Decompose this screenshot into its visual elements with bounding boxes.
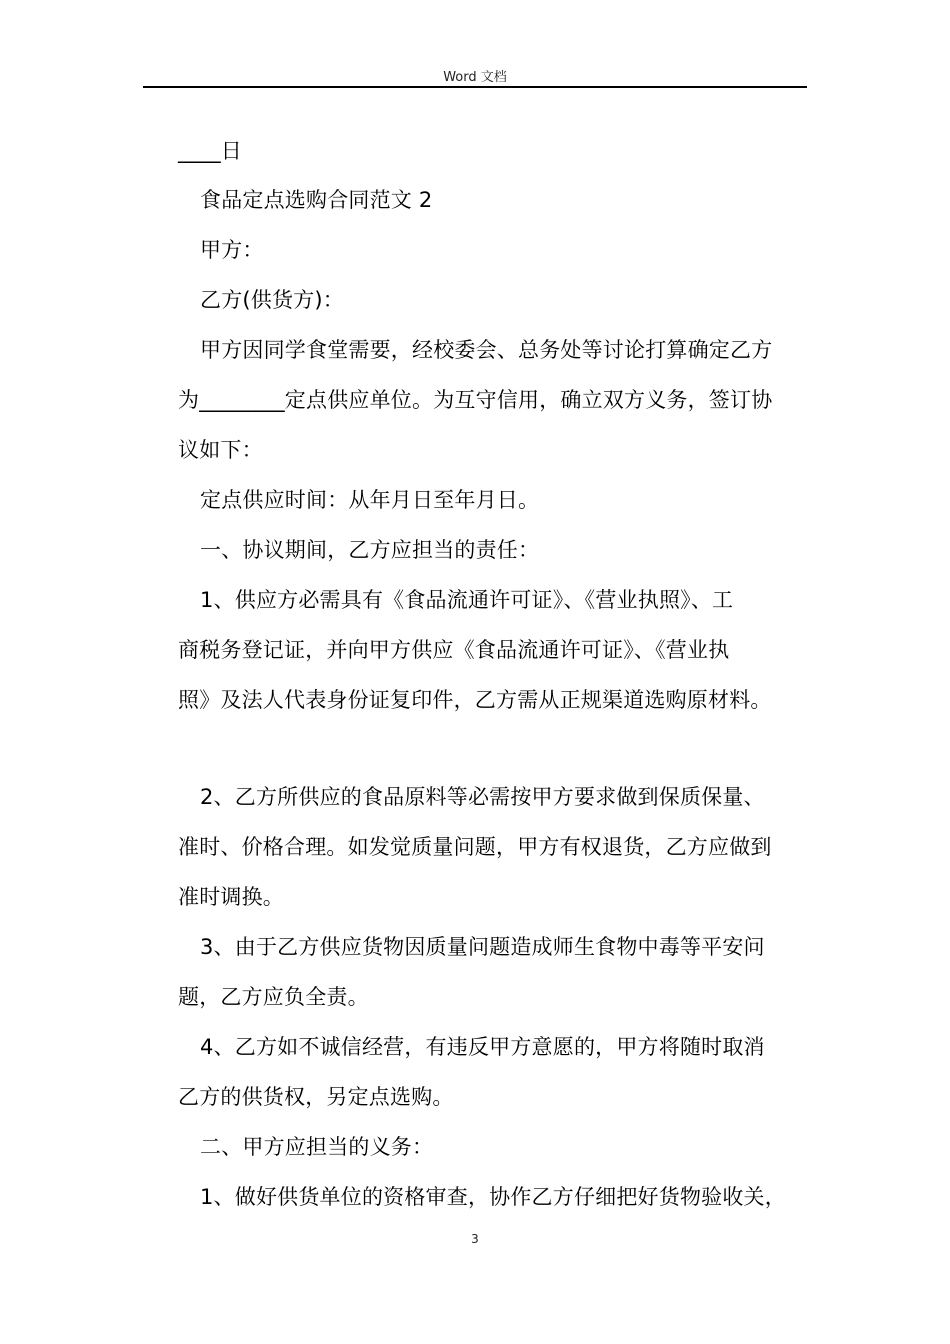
paragraph-line: 乙方的供货权，另定点选购。 <box>178 1085 454 1109</box>
page-number: 3 <box>471 1232 479 1246</box>
paragraph-line: 4、乙方如不诚信经营，有违反甲方意愿的，甲方将随时取消 <box>200 1035 765 1059</box>
section-heading: 二、甲方应担当的义务： <box>200 1135 434 1159</box>
paragraph-line: 1、做好供货单位的资格审查，协作乙方仔细把好货物验收关， <box>200 1185 786 1209</box>
paragraph-line: 题，乙方应负全责。 <box>178 985 369 1009</box>
document-title: 食品定点选购合同范文 2 <box>200 188 433 212</box>
header-title: Word 文档 <box>443 70 507 85</box>
paragraph-line: 定点供应时间：从年月日至年月日。 <box>200 488 540 512</box>
party-b-label: 乙方(供货方)： <box>200 288 344 312</box>
paragraph-line: 准时调换。 <box>178 885 284 909</box>
paragraph-line: 商税务登记证，并向甲方供应《食品流通许可证》、《营业执 <box>178 638 730 662</box>
party-a-label: 甲方： <box>200 238 264 262</box>
header-divider <box>143 86 807 88</box>
paragraph-line: 为________定点供应单位。为互守信用，确立双方义务，签订协 <box>178 388 773 412</box>
section-heading: 一、协议期间，乙方应担当的责任： <box>200 538 540 562</box>
paragraph-line: 2、乙方所供应的食品原料等必需按甲方要求做到保质保量、 <box>200 785 765 809</box>
paragraph-line: 议如下： <box>178 438 263 462</box>
paragraph-line: 3、由于乙方供应货物因质量问题造成师生食物中毒等平安问 <box>200 935 765 959</box>
paragraph-line: 甲方因同学食堂需要，经校委会、总务处等讨论打算确定乙方 <box>200 338 773 362</box>
date-day-line: ____日 <box>178 139 242 163</box>
paragraph-line: 准时、价格合理。如发觉质量问题，甲方有权退货，乙方应做到 <box>178 835 772 859</box>
paragraph-line: 照》及法人代表身份证复印件，乙方需从正规渠道选购原材料。 <box>178 688 772 712</box>
paragraph-line: 1、供应方必需具有《食品流通许可证》、《营业执照》、工 <box>200 588 734 612</box>
